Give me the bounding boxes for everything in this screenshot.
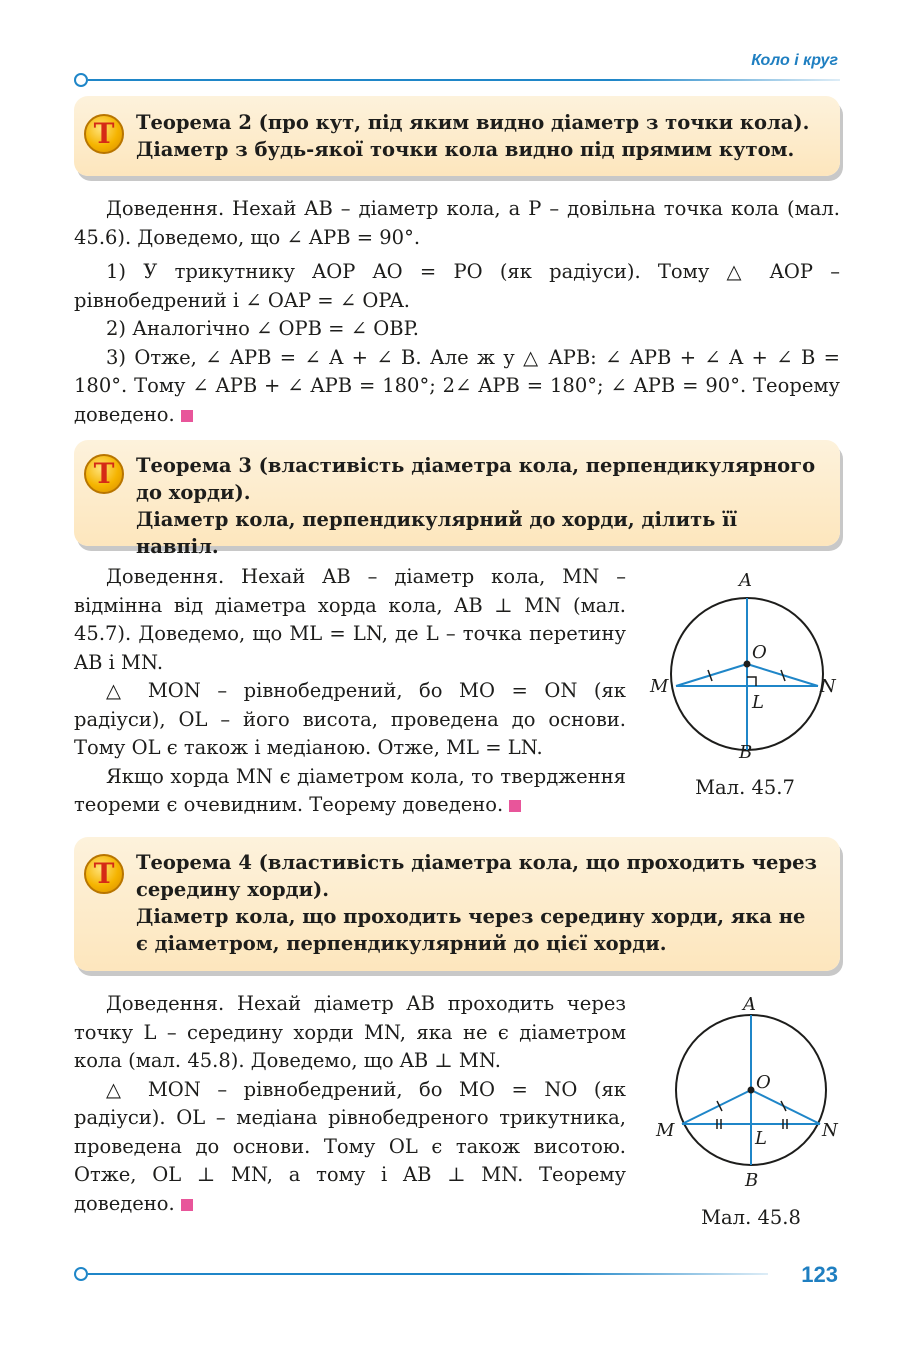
center-point <box>748 1087 755 1094</box>
theorem-4-statement: Діаметр кола, що проходить через середину хорди, яка не є діаметром, перпендикулярний до цієї хорди. <box>136 905 806 955</box>
header-rule <box>88 79 840 81</box>
section-title: Коло і круг <box>751 52 838 69</box>
proof-2-line-3: 2) Аналогічно ∠ OPB = ∠ OBP. <box>106 317 419 340</box>
proof-3 <box>74 563 626 820</box>
theorem-2-statement: Діаметр з будь-якої точки кола видно під прямим кутом. <box>136 138 795 161</box>
right-angle-mark <box>747 677 756 686</box>
proof-4-line-1: Доведення. Нехай діаметр AB проходить через точку L – середину хорди MN, яка не є діаметром кола (мал. 45.8). Доведемо, що AB ⊥ MN. <box>74 992 626 1072</box>
proof-2-line-2: 1) У трикутнику AOP AO = PO (як радіуси). Тому △ AOP – рівнобедрений і ∠ OAP = ∠ OPA. <box>74 260 840 312</box>
radius-om <box>676 664 747 686</box>
figure-45-8 <box>640 990 840 1190</box>
proof-4-line-2: △ MON – рівнобедрений, бо MO = NO (як радіуси). OL – медіана рівнобедреного трикутника, проведена до основи. Тому OL є також висотою. Отже, OL ⊥ MN, а тому і AB ⊥ MN. Теорему доведено. <box>74 1077 626 1215</box>
theorem-3-box <box>74 440 840 558</box>
proof-2-line-4: 3) Отже, ∠ APB = ∠ A + ∠ B. Але ж у △ APB: ∠ APB + ∠ A + ∠ B = 180°. Тому ∠ APB + ∠ APB = 180°; 2∠ APB = 180°; ∠ APB = 90°. Теорему доведено. <box>74 345 840 426</box>
figure-45-7-caption: Мал. 45.7 <box>695 776 795 799</box>
label-m: M <box>650 676 669 697</box>
theorem-3-title: Теорема 3 (властивість діаметра кола, перпендикулярного до хорди). <box>136 454 816 504</box>
theorem-3-statement: Діаметр кола, перпендикулярний до хорди, ділить її навпіл. <box>136 508 737 558</box>
label-b: B <box>745 1170 759 1190</box>
theorem-t-icon: Т <box>84 114 124 154</box>
label-o: O <box>752 642 767 663</box>
page-number: 123 <box>801 1262 838 1287</box>
label-m: M <box>656 1120 675 1141</box>
header-rule-dot <box>74 73 88 87</box>
footer-rule <box>88 1273 768 1275</box>
qed-mark <box>509 800 521 812</box>
radius-om <box>682 1090 751 1124</box>
theorem-4-title: Теорема 4 (властивість діаметра кола, що проходить через середину хорди). <box>136 851 817 901</box>
label-a: A <box>743 994 756 1015</box>
theorem-4-box <box>74 837 840 971</box>
label-n: N <box>822 1120 838 1141</box>
label-b: B <box>739 742 753 763</box>
proof-3-line-2: △ MON – рівнобедрений, бо MO = ON (як радіуси), OL – його висота, проведена до основи. Тому OL є також і медіаною. Отже, ML = LN. <box>74 679 626 759</box>
proof-2 <box>74 195 840 429</box>
label-l: L <box>752 692 764 713</box>
label-o: O <box>756 1072 771 1093</box>
center-point <box>744 661 751 668</box>
label-n: N <box>820 676 836 697</box>
proof-3-line-1: Доведення. Нехай AB – діаметр кола, MN – відмінна від діаметра хорда кола, AB ⊥ MN (мал. 45.7). Доведемо, що ML = LN, де L – точка перетину AB і MN. <box>74 565 626 674</box>
theorem-t-icon: Т <box>84 854 124 894</box>
radius-on <box>751 1090 820 1124</box>
figure-45-7 <box>640 566 840 766</box>
label-l: L <box>755 1128 767 1149</box>
proof-3-line-3: Якщо хорда MN є діаметром кола, то твердження теореми є очевидним. Теорему доведено. <box>74 764 626 816</box>
proof-2-line-1: Доведення. Нехай AB – діаметр кола, а P – довільна точка кола (мал. 45.6). Доведемо, що ∠ APB = 90°. <box>74 197 840 249</box>
theorem-2-box <box>74 96 840 176</box>
qed-mark <box>181 1199 193 1211</box>
qed-mark <box>181 410 193 422</box>
proof-4 <box>74 990 626 1218</box>
theorem-2-title: Теорема 2 (про кут, під яким видно діаметр з точки кола). <box>136 111 810 134</box>
footer-rule-dot <box>74 1267 88 1281</box>
figure-45-8-caption: Мал. 45.8 <box>701 1206 801 1229</box>
theorem-t-icon: Т <box>84 454 124 494</box>
label-a: A <box>739 570 752 591</box>
